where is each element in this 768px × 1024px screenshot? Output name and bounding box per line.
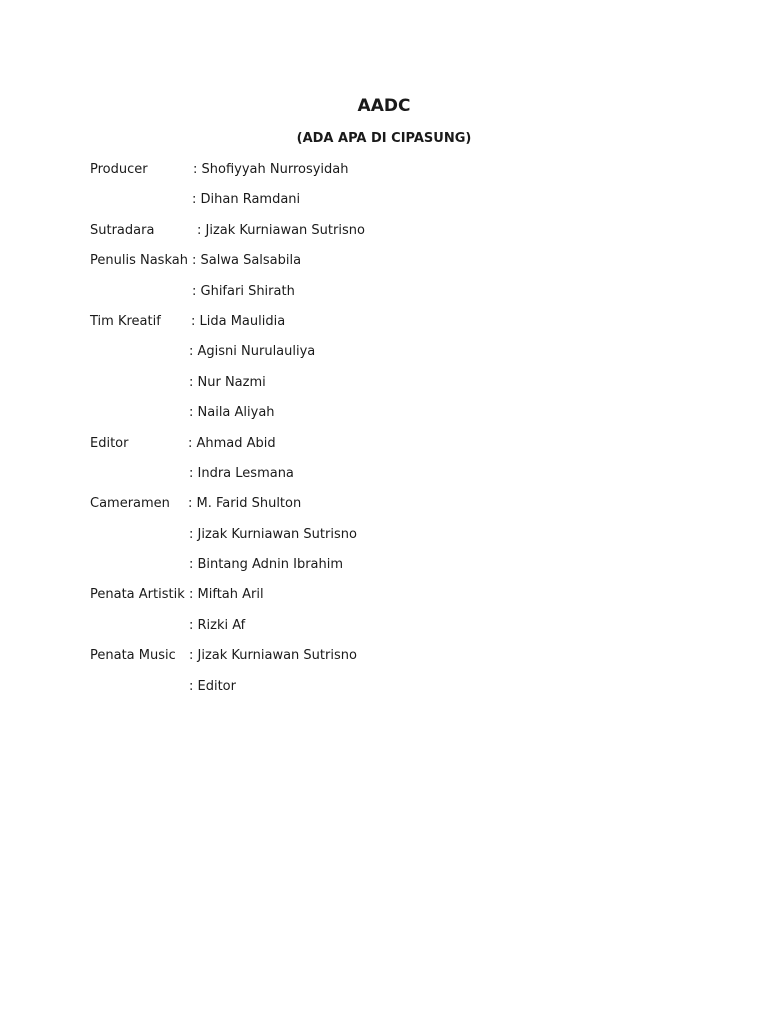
credit-role: Cameramen: [90, 496, 170, 512]
credit-row: [90, 434, 690, 464]
credit-value: : Ghifari Shirath: [192, 283, 295, 299]
credit-role: Penata Music: [90, 648, 176, 664]
credit-row: [90, 677, 690, 707]
credit-value: : Shofiyyah Nurrosyidah: [193, 162, 349, 177]
credit-value: : Lida Maulidia: [191, 313, 286, 329]
document-subtitle: (ADA APA DI CIPASUNG): [296, 131, 472, 146]
credit-value: : Agisni Nurulauliya: [189, 344, 316, 360]
credit-value: : Editor: [189, 678, 236, 694]
credit-row: [90, 190, 690, 220]
document-title: AADC: [357, 96, 411, 116]
credit-row: [90, 342, 690, 372]
credit-role: Penulis Naskah: [90, 253, 188, 269]
credit-value: : Bintang Adnin Ibrahim: [189, 557, 344, 573]
credit-value: : M. Farid Shulton: [188, 496, 302, 512]
credit-value: : Nur Nazmi: [189, 374, 266, 390]
credit-row: [90, 312, 690, 342]
credit-row: [90, 282, 690, 312]
credit-value: : Indra Lesmana: [189, 465, 294, 481]
credit-row: [90, 494, 690, 524]
credit-role: Editor: [90, 435, 129, 451]
credit-role: Sutradara: [90, 222, 155, 238]
credit-row: [90, 160, 690, 190]
credit-value: : Jizak Kurniawan Sutrisno: [189, 648, 357, 664]
credit-role: Producer: [90, 162, 148, 177]
credit-row: [90, 221, 690, 251]
credit-row: [90, 646, 690, 676]
credit-role: Tim Kreatif: [90, 313, 161, 329]
credit-row: [90, 616, 690, 646]
credit-value: : Miftah Aril: [189, 587, 264, 603]
credit-value: : Salwa Salsabila: [192, 253, 302, 269]
credit-role: Penata Artistik: [90, 587, 185, 603]
credit-row: [90, 251, 690, 281]
credits-list: [90, 160, 690, 707]
credit-value: : Dihan Ramdani: [192, 192, 301, 208]
credit-value: : Jizak Kurniawan Sutrisno: [189, 526, 357, 542]
credit-row: [90, 403, 690, 433]
credit-row: [90, 555, 690, 585]
credit-row: [90, 373, 690, 403]
credit-row: [90, 464, 690, 494]
credit-value: : Rizki Af: [189, 617, 246, 633]
credit-value: : Ahmad Abid: [188, 435, 276, 451]
credit-value: : Naila Aliyah: [189, 405, 275, 421]
credit-value: : Jizak Kurniawan Sutrisno: [197, 222, 365, 238]
credit-row: [90, 585, 690, 615]
credit-row: [90, 525, 690, 555]
